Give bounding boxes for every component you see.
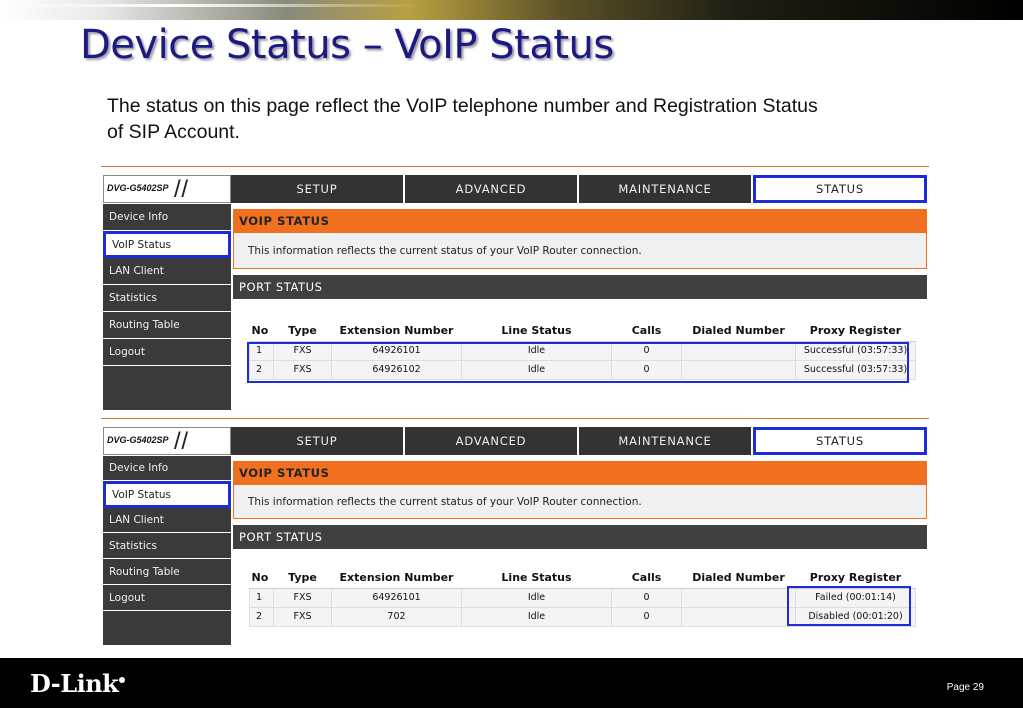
logo-slashes-icon: / / [174,176,186,203]
footer-bar [0,658,1023,708]
cell-dialed-number [682,360,796,379]
cell-line-status: Idle [462,588,612,607]
dlink-logo [30,669,125,698]
col-header-proxy-register: Proxy Register [796,568,916,588]
cell-extension: 64926101 [332,588,462,607]
cell-type: FXS [274,360,332,379]
tab-maintenance[interactable]: MAINTENANCE [579,427,753,455]
router-content [233,204,927,379]
sidebar-item-routing-table[interactable]: Routing Table [103,559,231,585]
col-header-extension: Extension Number [332,321,462,341]
cell-dialed-number [682,341,796,360]
router-model-text: DVG-G5402SP [107,435,169,445]
slide-subtitle: The status on this page reflect the VoIP telephone number and Registration Status of SIP Account. [107,95,818,143]
logo-slashes-icon: / / [174,428,186,455]
table-header-row [250,568,916,588]
col-header-calls: Calls [612,568,682,588]
router-panel-before [101,166,929,413]
cell-proxy-register: Disabled (00:01:20) [796,607,916,626]
tab-advanced[interactable]: ADVANCED [405,175,579,203]
cell-type: FXS [274,341,332,360]
sidebar-item-voip-status[interactable]: VoIP Status [103,231,231,258]
cell-no: 1 [250,588,274,607]
cell-dialed-number [682,588,796,607]
table-header-row [250,321,916,341]
col-header-type: Type [274,568,332,588]
cell-proxy-register: Failed (00:01:14) [796,588,916,607]
sidebar-item-statistics[interactable]: Statistics [103,285,231,312]
cell-extension: 702 [332,607,462,626]
router-topbar [101,171,929,204]
sidebar-item-device-info[interactable]: Device Info [103,204,231,231]
cell-line-status: Idle [462,360,612,379]
tab-status[interactable]: STATUS [753,175,927,203]
cell-no: 2 [250,607,274,626]
sidebar-item-lan-client[interactable]: LAN Client [103,508,231,533]
logo-dot-icon [119,677,125,683]
sidebar-item-voip-status[interactable]: VoIP Status [103,481,231,508]
cell-line-status: Idle [462,607,612,626]
voip-status-info: This information reflects the current status of your VoIP Router connection. [233,233,927,269]
router-tabbar [231,427,927,455]
cell-calls: 0 [612,588,682,607]
page-number: Page 29 [946,682,984,693]
sidebar-item-statistics[interactable]: Statistics [103,533,231,559]
sidebar-item-logout[interactable]: Logout [103,339,231,366]
cell-calls: 0 [612,360,682,379]
voip-status-heading: VOIP STATUS [233,461,927,485]
tab-maintenance[interactable]: MAINTENANCE [579,175,753,203]
col-header-dialed-number: Dialed Number [682,568,796,588]
col-header-no: No [250,568,274,588]
router-model-logo [103,175,231,203]
cell-calls: 0 [612,607,682,626]
cell-type: FXS [274,588,332,607]
cell-type: FXS [274,607,332,626]
cell-no: 2 [250,360,274,379]
table-row [250,341,916,360]
col-header-line-status: Line Status [462,568,612,588]
sidebar-item-logout[interactable]: Logout [103,585,231,611]
cell-line-status: Idle [462,341,612,360]
tab-status[interactable]: STATUS [753,427,927,455]
col-header-dialed-number: Dialed Number [682,321,796,341]
port-status-area [233,549,927,629]
col-header-extension: Extension Number [332,568,462,588]
cell-calls: 0 [612,341,682,360]
cell-proxy-register: Successful (03:57:33) [796,360,916,379]
cell-no: 1 [250,341,274,360]
router-topbar [101,423,929,456]
col-header-calls: Calls [612,321,682,341]
slide-title: Device Status – VoIP Status [80,22,614,68]
tab-setup[interactable]: SETUP [231,427,405,455]
col-header-proxy-register: Proxy Register [796,321,916,341]
router-content [233,456,927,629]
port-status-heading: PORT STATUS [233,275,927,299]
tab-setup[interactable]: SETUP [231,175,405,203]
dlink-logo-text: D-Link [30,669,119,698]
table-row [250,360,916,379]
light-streak [0,4,421,7]
voip-status-heading: VOIP STATUS [233,209,927,233]
col-header-type: Type [274,321,332,341]
tab-advanced[interactable]: ADVANCED [405,427,579,455]
sidebar-item-device-info[interactable]: Device Info [103,456,231,481]
port-status-table [249,568,916,627]
cell-proxy-register: Successful (03:57:33) [796,341,916,360]
table-row [250,588,916,607]
router-panel-after [101,418,929,644]
col-header-line-status: Line Status [462,321,612,341]
port-status-heading: PORT STATUS [233,525,927,549]
sidebar-item-routing-table[interactable]: Routing Table [103,312,231,339]
router-model-logo [103,427,231,455]
sidebar-item-lan-client[interactable]: LAN Client [103,258,231,285]
cell-extension: 64926101 [332,341,462,360]
port-status-table [249,321,916,380]
router-model-text: DVG-G5402SP [107,183,169,193]
top-decorative-band [0,0,1023,20]
table-row [250,607,916,626]
router-tabbar [231,175,927,203]
cell-dialed-number [682,607,796,626]
port-status-area [233,299,927,379]
cell-extension: 64926102 [332,360,462,379]
router-sidebar [103,456,231,645]
voip-status-info: This information reflects the current status of your VoIP Router connection. [233,485,927,519]
col-header-no: No [250,321,274,341]
router-sidebar [103,204,231,410]
